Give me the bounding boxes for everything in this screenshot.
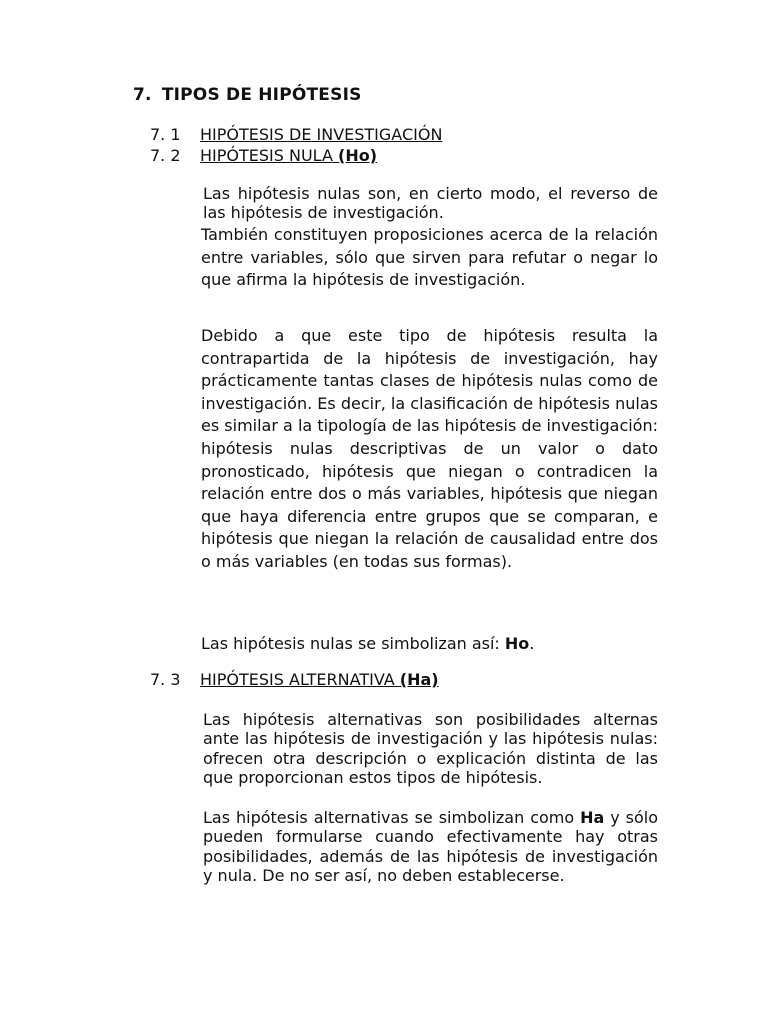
- subsection-heading-investigacion: [150, 125, 442, 144]
- alternativa-symbol-text: Las hipótesis alternativas se simbolizan como: [203, 808, 581, 827]
- alternativa-rest-text: y sólo pueden formularse cuando efectivamente hay otras posibilidades, además de las hipótesis de investigación y nula. De no ser así, no deben establecerse.: [203, 808, 658, 885]
- nula-symbol-paragraph: [201, 633, 658, 656]
- nula-symbol: Ho: [504, 634, 530, 653]
- subsection-heading-alternativa: [150, 670, 439, 689]
- alternativa-paragraph-2: [203, 808, 658, 885]
- subsection-heading-nula: [150, 146, 377, 165]
- alternativa-symbol: Ha: [580, 808, 605, 827]
- subsection-symbol: (Ho): [338, 146, 378, 165]
- section-title: [133, 85, 362, 105]
- nula-symbol-end: .: [529, 634, 535, 653]
- nula-paragraph-2: También constituyen proposiciones acerca de la relación entre variables, sólo que sirven para refutar o negar lo que afirma la hipótesis de investigación.: [201, 225, 658, 290]
- nula-paragraph-1: Las hipótesis nulas son, en cierto modo, el reverso de las hipótesis de investigación.: [203, 184, 658, 223]
- subsection-title: HIPÓTESIS DE INVESTIGACIÓN: [200, 125, 443, 144]
- subsection-number: 7. 1: [150, 125, 181, 144]
- subsection-number: 7. 2: [150, 146, 181, 165]
- subsection-number: 7. 3: [150, 670, 181, 689]
- subsection-title: HIPÓTESIS NULA: [200, 146, 333, 165]
- section-number: 7.: [133, 85, 152, 105]
- subsection-title: HIPÓTESIS ALTERNATIVA: [200, 670, 395, 689]
- nula-symbol-text: Las hipótesis nulas se simbolizan así:: [201, 634, 505, 653]
- section-title-text: TIPOS DE HIPÓTESIS: [161, 85, 362, 105]
- nula-paragraph-3: Debido a que este tipo de hipótesis resulta la contrapartida de la hipótesis de investigación, hay prácticamente tantas clases de hipótesis nulas como de investigación. Es decir, la clasificación de hipótesis nulas es similar a la tipología de las hipótesis de investigación: hipótesis nulas descriptivas de un valor o dato pronosticado, hipótesis que niegan o contradicen la relación entre dos o más variables, hipótesis que niegan que haya diferencia entre grupos que se comparan, e hipótesis que niegan la relación de causalidad entre dos o más variables (en todas sus formas).: [201, 326, 658, 571]
- subsection-symbol: (Ha): [399, 670, 439, 689]
- alternativa-paragraph-1: Las hipótesis alternativas son posibilidades alternas ante las hipótesis de investigación y las hipótesis nulas: ofrecen otra descripción o explicación distinta de las que proporcionan estos tipos de hipótesis.: [203, 710, 658, 787]
